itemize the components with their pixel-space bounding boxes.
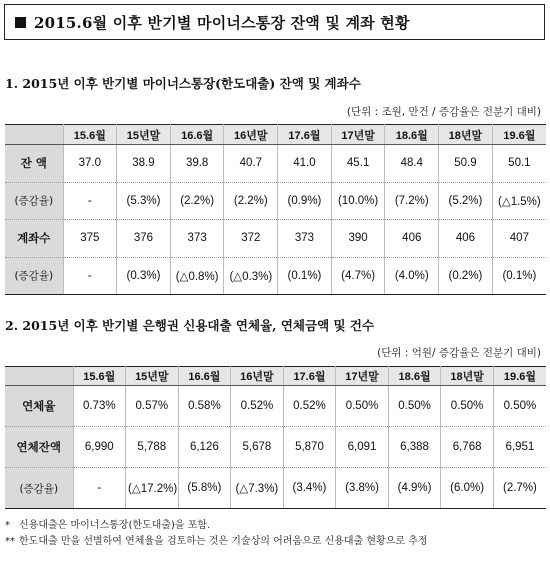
table-cell: 6,388 (388, 427, 441, 468)
table-cell: 37.0 (63, 145, 117, 183)
table-cell: (△0.8%) (170, 257, 224, 295)
table-row (5, 468, 546, 509)
row-label: (증감율) (5, 257, 63, 295)
table-cell: 0.50% (493, 386, 546, 427)
table-cell: 5,870 (283, 427, 336, 468)
table-cell: (10.0%) (331, 182, 385, 220)
section1-title: 1. 2015년 이후 반기별 마이너스통장(한도대출) 잔액 및 계좌수 (5, 76, 361, 91)
main-title: 2015.6월 이후 반기별 마이너스통장 잔액 및 계좌 현황 (34, 13, 410, 32)
main-title-box (4, 4, 545, 40)
table-cell: 5,678 (231, 427, 284, 468)
table-cell: 6,091 (336, 427, 389, 468)
row-label: 연체잔액 (5, 427, 73, 468)
table-cell: 41.0 (278, 145, 332, 183)
column-header: 19.6월 (493, 367, 546, 386)
table-cell: 39.8 (170, 145, 224, 183)
table-cell: 50.1 (492, 145, 546, 183)
table-cell: (2.2%) (170, 182, 224, 220)
black-square-icon (15, 17, 26, 28)
table-cell: 6,768 (441, 427, 494, 468)
footnote-1 (5, 516, 210, 531)
footnote-mark: * (5, 520, 10, 531)
section2-unit-note: (단위 : 억원/ 증감율은 전분기 대비) (377, 347, 541, 359)
row-label: (증감율) (5, 182, 63, 220)
table-cell: (0.2%) (439, 257, 493, 295)
delinquency-table (5, 366, 546, 509)
table-cell: 390 (331, 220, 385, 258)
table-cell: - (63, 257, 117, 295)
column-header: 15.6월 (73, 367, 126, 386)
table-row (5, 257, 546, 295)
table-cell: 38.9 (117, 145, 171, 183)
header-corner-cell (5, 367, 73, 386)
table-cell: 373 (278, 220, 332, 258)
table-cell: 406 (385, 220, 439, 258)
column-header: 18년말 (439, 125, 493, 145)
row-label: 잔 액 (5, 145, 63, 183)
table-cell: 0.58% (178, 386, 231, 427)
table-cell: 0.52% (283, 386, 336, 427)
table-header-row (5, 125, 546, 145)
table-cell: 6,990 (73, 427, 126, 468)
row-label: 연체율 (5, 386, 73, 427)
table-cell: 0.50% (441, 386, 494, 427)
table-cell: (△7.3%) (231, 468, 284, 509)
table-cell: 406 (439, 220, 493, 258)
table-cell: 0.50% (388, 386, 441, 427)
table-cell: (6.0%) (441, 468, 494, 509)
footnote-text: 한도대출 만을 선별하여 연체율을 검토하는 것은 기술상의 어려움으로 신용대출 현황으로 추정 (19, 536, 428, 547)
table-cell: (5.8%) (178, 468, 231, 509)
table-cell: - (73, 468, 126, 509)
table-cell: (△17.2%) (126, 468, 179, 509)
table-cell: 375 (63, 220, 117, 258)
table-cell: 0.52% (231, 386, 284, 427)
column-header: 15.6월 (63, 125, 117, 145)
column-header: 17년말 (331, 125, 385, 145)
table-cell: 5,788 (126, 427, 179, 468)
table-cell: 0.73% (73, 386, 126, 427)
column-header: 18.6월 (388, 367, 441, 386)
column-header: 16.6월 (178, 367, 231, 386)
table-cell: (△1.5%) (492, 182, 546, 220)
table-cell: 6,126 (178, 427, 231, 468)
column-header: 15년말 (126, 367, 179, 386)
footnote-2 (5, 532, 428, 547)
table-cell: (0.9%) (278, 182, 332, 220)
table-cell: 376 (117, 220, 171, 258)
header-corner-cell (5, 125, 63, 145)
table-cell: (0.3%) (117, 257, 171, 295)
table-row (5, 386, 546, 427)
table-header-row (5, 367, 546, 386)
section1-unit-note: (단위 : 조원, 만건 / 증감율은 전분기 대비) (346, 106, 541, 118)
table-cell: (4.0%) (385, 257, 439, 295)
column-header: 17년말 (336, 367, 389, 386)
table-cell: - (63, 182, 117, 220)
column-header: 16년말 (231, 367, 284, 386)
footnote-mark: ** (5, 536, 15, 547)
column-header: 17.6월 (278, 125, 332, 145)
column-header: 18년말 (441, 367, 494, 386)
section2-title: 2. 2015년 이후 반기별 은행권 신용대출 연체율, 연체금액 및 건수 (5, 318, 375, 333)
column-header: 18.6월 (385, 125, 439, 145)
column-header: 15년말 (117, 125, 171, 145)
table-cell: (2.2%) (224, 182, 278, 220)
column-header: 17.6월 (283, 367, 336, 386)
column-header: 16.6월 (170, 125, 224, 145)
table-row (5, 427, 546, 468)
table-cell: (2.7%) (493, 468, 546, 509)
table-cell: 45.1 (331, 145, 385, 183)
table-cell: 373 (170, 220, 224, 258)
row-label: (증감율) (5, 468, 73, 509)
table-cell: 48.4 (385, 145, 439, 183)
footnote-text: 신용대출은 마이너스통장(한도대출)을 포함. (19, 520, 211, 531)
table-cell: 50.9 (439, 145, 493, 183)
table-cell: 0.57% (126, 386, 179, 427)
table-cell: 6,951 (493, 427, 546, 468)
table-cell: 372 (224, 220, 278, 258)
table-cell: (3.8%) (336, 468, 389, 509)
table-row (5, 182, 546, 220)
table-cell: 40.7 (224, 145, 278, 183)
table-cell: (4.7%) (331, 257, 385, 295)
table-cell: (3.4%) (283, 468, 336, 509)
table-cell: (5.2%) (439, 182, 493, 220)
column-header: 16년말 (224, 125, 278, 145)
table-cell: (5.3%) (117, 182, 171, 220)
table-cell: (7.2%) (385, 182, 439, 220)
table-cell: (△0.3%) (224, 257, 278, 295)
table-cell: 0.50% (336, 386, 389, 427)
table-cell: (0.1%) (492, 257, 546, 295)
table-row (5, 220, 546, 258)
table-cell: (4.9%) (388, 468, 441, 509)
table-cell: (0.1%) (278, 257, 332, 295)
row-label: 계좌수 (5, 220, 63, 258)
table-cell: 407 (492, 220, 546, 258)
table-row (5, 145, 546, 183)
balance-accounts-table (5, 124, 546, 295)
column-header: 19.6월 (492, 125, 546, 145)
